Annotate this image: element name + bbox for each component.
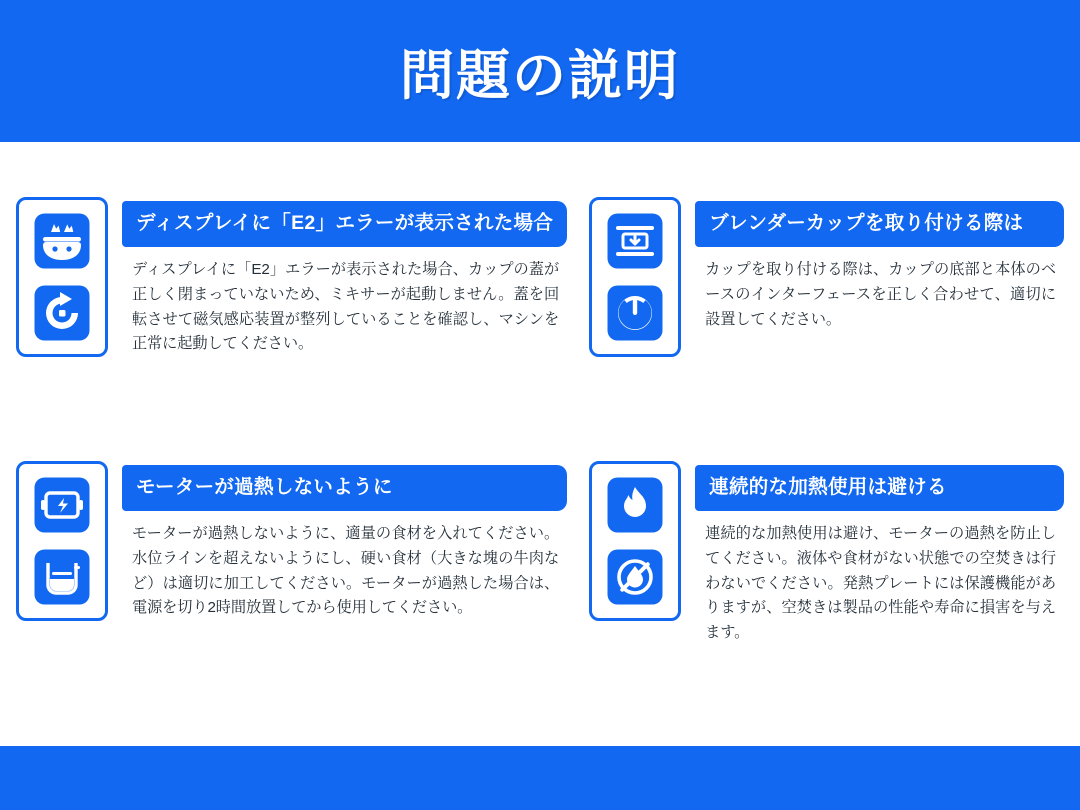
- card-title: ブレンダーカップを取り付ける際は: [695, 201, 1064, 247]
- card-body: モーターが過熱しないように、適量の食材を入れてください。水位ラインを超えないようにし、硬い食材（大きな塊の牛肉など）は適切に加工してください。モーターが過熱した場合は、電源を切り2時間放置してから使用してください。: [132, 525, 560, 617]
- no-water-icon: [604, 546, 666, 608]
- icon-stack: [16, 461, 108, 621]
- info-card: [589, 197, 1064, 357]
- info-card: [589, 461, 1064, 646]
- page-header: [0, 0, 1080, 142]
- rotate-clockwise-icon: [31, 282, 93, 344]
- motor-overheat-icon: [31, 474, 93, 536]
- flame-icon: [604, 474, 666, 536]
- cards-grid: [16, 197, 1064, 646]
- insert-down-icon: [604, 210, 666, 272]
- power-button-icon: [604, 282, 666, 344]
- icon-stack: [589, 461, 681, 621]
- page-footer-bar: [0, 746, 1080, 810]
- card-title: モーターが過熱しないように: [122, 465, 567, 511]
- info-card: [16, 197, 567, 357]
- bottom-spacer: [0, 728, 1080, 746]
- card-body: カップを取り付ける際は、カップの底部と本体のベースのインターフェースを正しく合わせて、適切に設置してください。: [705, 261, 1056, 328]
- card-text: [695, 461, 1064, 646]
- icon-stack: [16, 197, 108, 357]
- water-level-icon: [31, 546, 93, 608]
- card-body: ディスプレイに「E2」エラーが表示された場合、カップの蓋が正しく閉まっていないため、ミキサーが起動しません。蓋を回転させて磁気感応装置が整列していることを確認し、マシンを正常に起動してください。: [132, 261, 560, 353]
- card-text: [122, 197, 567, 357]
- card-title: ディスプレイに「E2」エラーが表示された場合: [122, 201, 567, 247]
- info-card: [16, 461, 567, 646]
- page-title: 問題の説明: [400, 45, 680, 106]
- lid-warning-icon: [31, 210, 93, 272]
- icon-stack: [589, 197, 681, 357]
- card-text: [695, 197, 1064, 332]
- cards-section: [0, 142, 1080, 728]
- card-text: [122, 461, 567, 621]
- card-title: 連続的な加熱使用は避ける: [695, 465, 1064, 511]
- card-body: 連続的な加熱使用は避け、モーターの過熱を防止してください。液体や食材がない状態での空焚きは行わないでください。発熱プレートには保護機能がありますが、空焚きは製品の性能や寿命に損害を与えます。: [705, 525, 1056, 641]
